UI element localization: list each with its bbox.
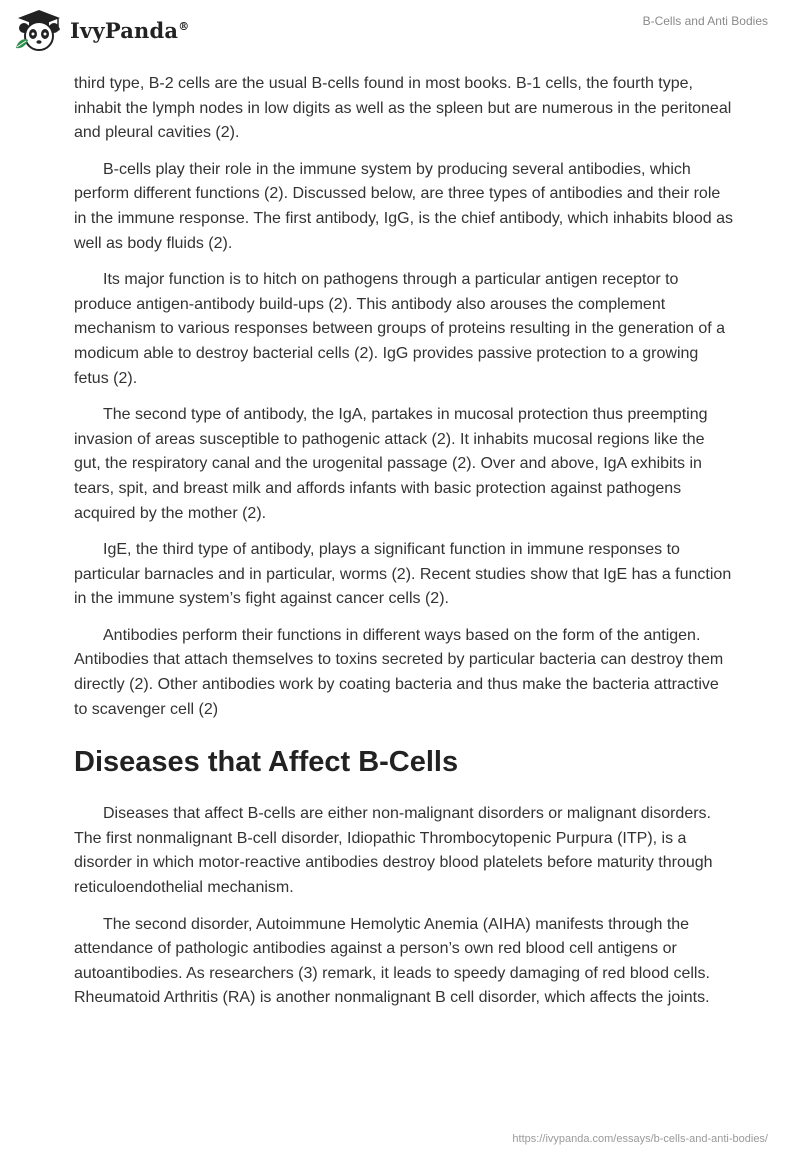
- logo[interactable]: [14, 8, 189, 52]
- paragraph: B-cells play their role in the immune system by producing several antibodies, which perform different functions (2). Discussed below, are three types of antibodies and their role in the immune response. The first antibody, IgG, is the chief antibody, which inhabits blood as well as body fluids (2).: [74, 160, 734, 252]
- paragraph: IgE, the third type of antibody, plays a significant function in immune responses to particular barnacles and in particular, worms (2). Recent studies show that IgE has a function in the immune system’s fight against cancer cells (2).: [74, 541, 732, 608]
- paragraph: The second disorder, Autoimmune Hemolytic Anemia (AIHA) manifests through the attendance of pathologic antibodies against a person’s own red blood cell antigens or autoantibodies. As researchers (3) remark, it leads to speedy damaging of red blood cells. Rheumatoid Arthritis (RA) is another nonmalignant B cell disorder, which affects the joints.: [74, 915, 710, 1007]
- brand-name: IvyPanda®: [70, 17, 190, 43]
- paragraph: Diseases that affect B-cells are either non-malignant disorders or malignant disorders. The first nonmalignant B-cell disorder, Idiopathic Thrombocytopenic Purpura (ITP), is a disorder in which motor-reactive antibodies destroy blood platelets before maturity through reticuloendothelial mechanism.: [74, 805, 713, 897]
- footer-url[interactable]: https://ivypanda.com/essays/b-cells-and-anti-bodies/: [512, 1133, 768, 1145]
- section-heading: Diseases that Affect B-Cells: [74, 746, 459, 779]
- page-header: [0, 0, 800, 60]
- paragraph: The second type of antibody, the IgA, partakes in mucosal protection thus preempting invasion of areas susceptible to pathogenic attack (2). It inhabits mucosal regions like the gut, the respiratory canal and the urogenital passage (2). Over and above, IgA exhibits in tears, spit, and breast milk and affords infants with basic protection against pathogens acquired by the mother (2).: [74, 406, 708, 522]
- panda-graduate-logo-icon: [14, 8, 64, 52]
- article-body: [74, 72, 734, 1023]
- registered-mark: ®: [178, 19, 190, 33]
- document-title: B-Cells and Anti Bodies: [642, 14, 768, 28]
- paragraph: Antibodies perform their functions in different ways based on the form of the antigen. Antibodies that attach themselves to toxins secreted by particular bacteria can destroy them directly (2). Other antibodies work by coating bacteria and thus make the bacteria attractive to scavenger cell (2): [74, 626, 724, 718]
- paragraph: third type, B-2 cells are the usual B-cells found in most books. B-1 cells, the fourth type, inhabit the lymph nodes in low digits as well as the spleen but are numerous in the peritoneal and pleural cavities (2).: [74, 75, 732, 142]
- paragraph: Its major function is to hitch on pathogens through a particular antigen receptor to produce antigen-antibody build-ups (2). This antibody also arouses the complement mechanism to various responses between groups of proteins resulting in the generation of a modicum able to destroy bacterial cells (2). IgG provides passive protection to a growing fetus (2).: [74, 271, 726, 387]
